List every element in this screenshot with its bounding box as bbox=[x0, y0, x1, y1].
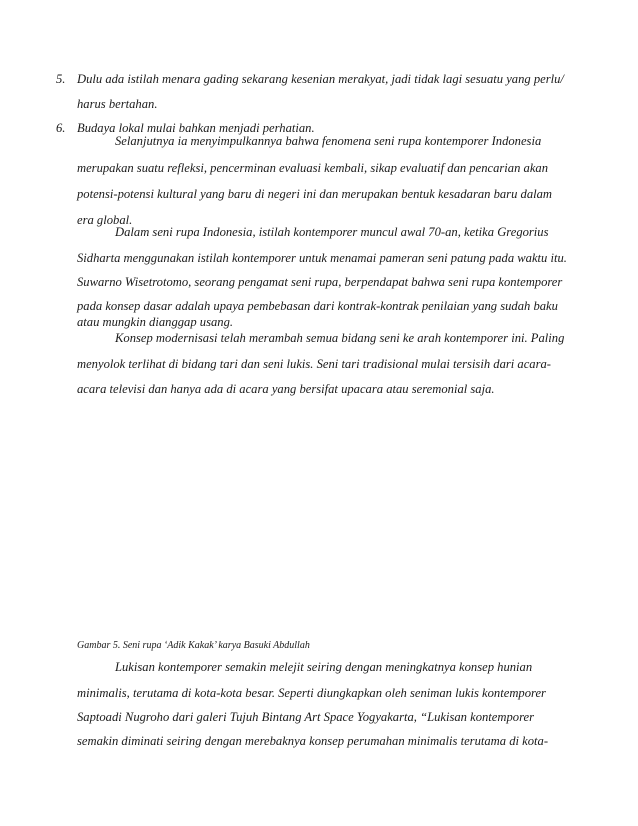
list-item-line: Dulu ada istilah menara gading sekarang kesenian merakyat, jadi tidak lagi sesuatu yang perlu/ bbox=[77, 72, 564, 86]
list-item-line: harus bertahan. bbox=[77, 97, 158, 111]
paragraph-line: Selanjutnya ia menyimpulkannya bahwa fenomena seni rupa kontemporer Indonesia bbox=[115, 134, 542, 148]
figure-caption: Gambar 5. Seni rupa ‘Adik Kakak’ karya Basuki Abdullah bbox=[77, 640, 310, 651]
paragraph-line: merupakan suatu refleksi, pencerminan evaluasi kembali, sikap evaluatif dan pencarian akan bbox=[77, 161, 548, 175]
paragraph-line: Suwarno Wisetrotomo, seorang pengamat seni rupa, berpendapat bahwa seni rupa kontemporer bbox=[77, 275, 563, 289]
paragraph-line: Konsep modernisasi telah merambah semua bidang seni ke arah kontemporer ini. Paling bbox=[115, 331, 565, 345]
list-number: 5. bbox=[56, 72, 66, 86]
list-item-line: Budaya lokal mulai bahkan menjadi perhatian. bbox=[77, 121, 315, 135]
paragraph-line: minimalis, terutama di kota-kota besar. Seperti diungkapkan oleh seniman lukis kontemporer bbox=[77, 686, 546, 700]
paragraph-line: potensi-potensi kultural yang baru di negeri ini dan merupakan bentuk kesadaran baru dalam bbox=[77, 187, 553, 201]
paragraph-line: semakin diminati seiring dengan merebaknya konsep perumahan minimalis terutama di kota- bbox=[77, 734, 549, 748]
paragraph-line: acara televisi dan hanya ada di acara yang bersifat upacara atau seremonial saja. bbox=[77, 382, 495, 396]
list-number: 6. bbox=[56, 121, 66, 135]
paragraph-line: menyolok terlihat di bidang tari dan seni lukis. Seni tari tradisional mulai tersisih dari acara- bbox=[77, 357, 551, 371]
paragraph-line: Dalam seni rupa Indonesia, istilah kontemporer muncul awal 70-an, ketika Gregorius bbox=[115, 225, 549, 239]
paragraph-line: era global. bbox=[77, 213, 133, 227]
paragraph-line: atau mungkin dianggap usang. bbox=[77, 315, 234, 329]
paragraph-line: Lukisan kontemporer semakin melejit seiring dengan meningkatnya konsep hunian bbox=[115, 660, 533, 674]
paragraph-line: Sidharta menggunakan istilah kontemporer untuk menamai pameran seni patung pada waktu itu. bbox=[77, 251, 567, 265]
paragraph-line: Saptoadi Nugroho dari galeri Tujuh Bintang Art Space Yogyakarta, “Lukisan kontemporer bbox=[77, 710, 535, 724]
paragraph-line: pada konsep dasar adalah upaya pembebasan dari kontrak-kontrak penilaian yang sudah baku bbox=[77, 299, 558, 313]
